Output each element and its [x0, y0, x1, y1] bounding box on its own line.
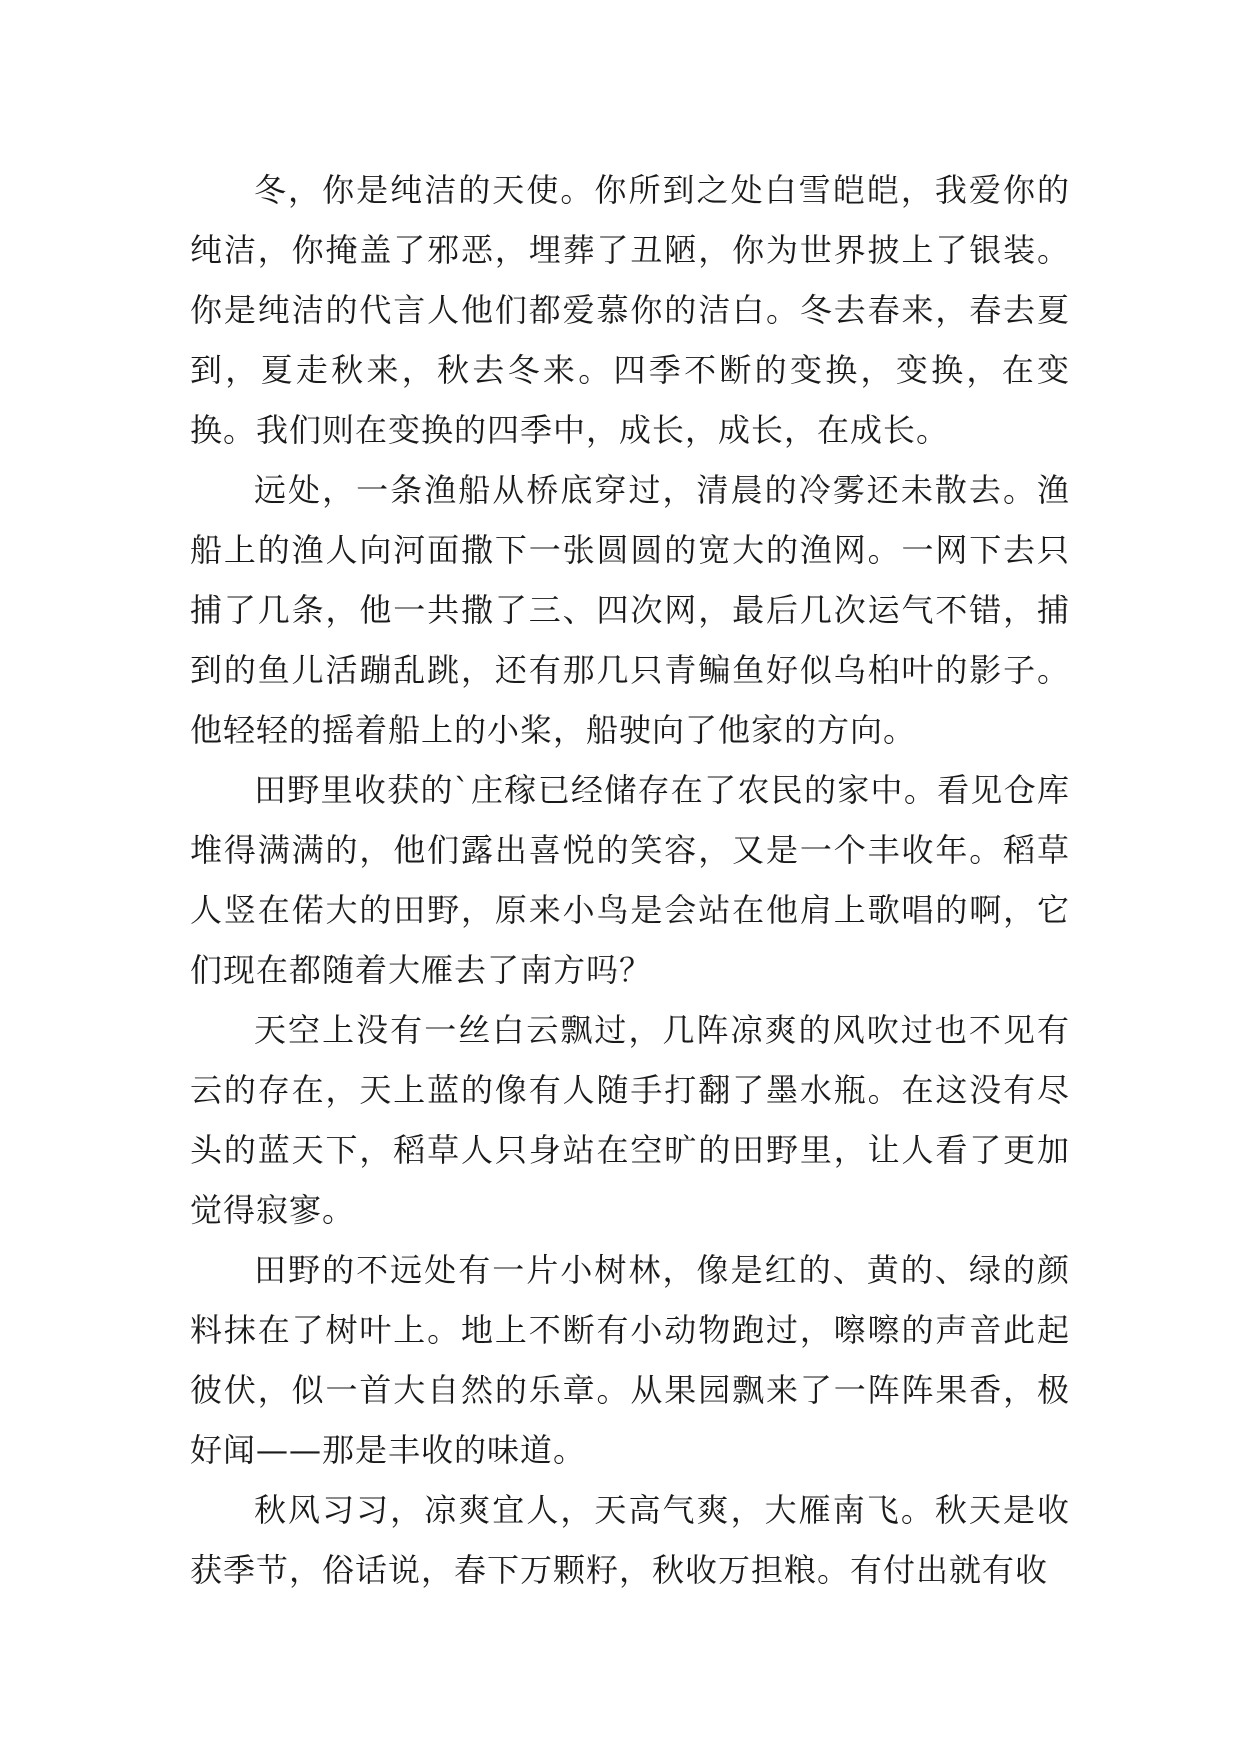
- paragraph-4: 天空上没有一丝白云飘过，几阵凉爽的风吹过也不见有云的存在，天上蓝的像有人随手打翻了墨水瓶。在这没有尽头的蓝天下，稻草人只身站在空旷的田野里，让人看了更加觉得寂寥。: [190, 1011, 1070, 1229]
- paragraph-2: 远处，一条渔船从桥底穿过，清晨的冷雾还未散去。渔船上的渔人向河面撒下一张圆圆的宽大的渔网。一网下去只捕了几条，他一共撒了三、四次网，最后几次运气不错，捕到的鱼儿活蹦乱跳，还有那几只青鳊鱼好似乌桕叶的影子。他轻轻的摇着船上的小桨，船驶向了他家的方向。: [190, 471, 1070, 749]
- paragraph-5: 田野的不远处有一片小树林，像是红的、黄的、绿的颜料抹在了树叶上。地上不断有小动物跑过，嚓嚓的声音此起彼伏，似一首大自然的乐章。从果园飘来了一阵阵果香，极好闻——那是丰收的味道。: [190, 1251, 1070, 1469]
- paragraph-3: 田野里收获的`庄稼已经储存在了农民的家中。看见仓库堆得满满的，他们露出喜悦的笑容，又是一个丰收年。稻草人竖在偌大的田野，原来小鸟是会站在他肩上歌唱的啊，它们现在都随着大雁去了南方吗？: [190, 771, 1070, 989]
- paragraph-1: 冬，你是纯洁的天使。你所到之处白雪皑皑，我爱你的纯洁，你掩盖了邪恶，埋葬了丑陋，你为世界披上了银装。你是纯洁的代言人他们都爱慕你的洁白。冬去春来，春去夏到，夏走秋来，秋去冬来。四季不断的变换，变换，在变换。我们则在变换的四季中，成长，成长，在成长。: [190, 171, 1070, 449]
- paragraph-6: 秋风习习，凉爽宜人，天高气爽，大雁南飞。秋天是收获季节，俗话说，春下万颗籽，秋收万担粮。有付出就有收: [190, 1491, 1070, 1589]
- body-text: [190, 160, 1070, 1600]
